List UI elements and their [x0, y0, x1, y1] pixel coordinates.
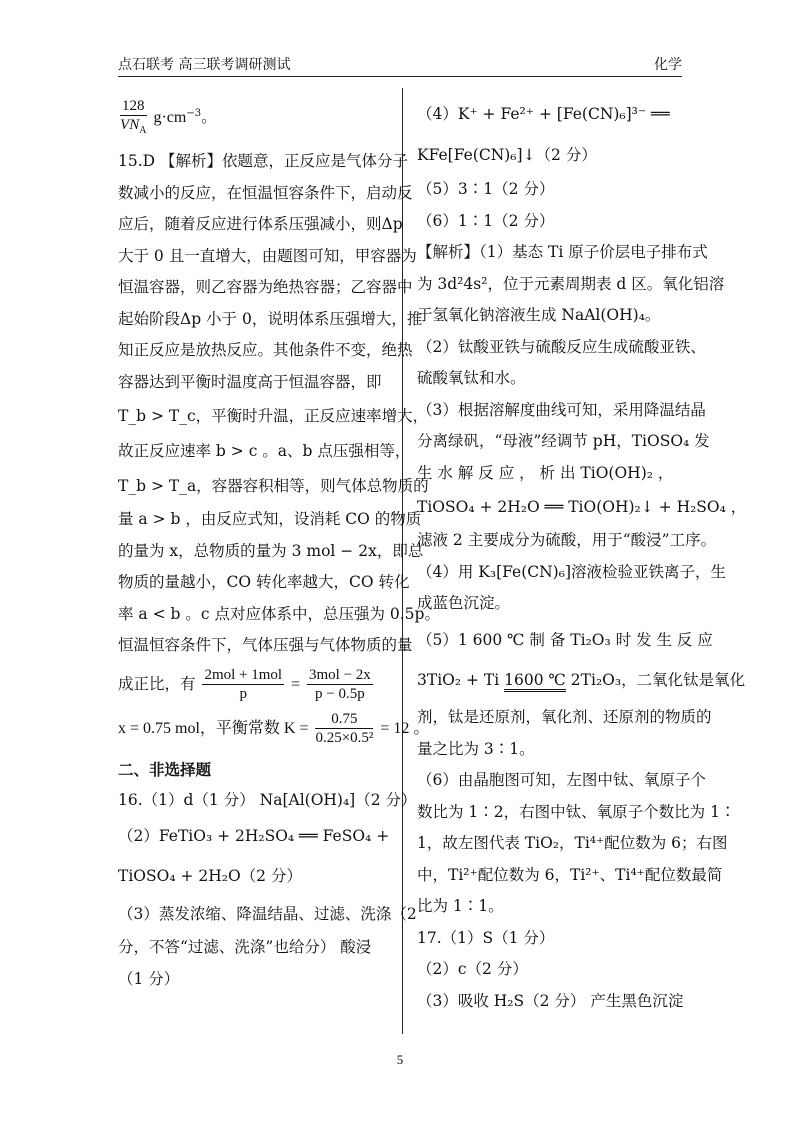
q15-line: 的量为 x，总物质的量为 3 mol − 2x，即总	[118, 541, 424, 560]
q15-line: 起始阶段Δp 小于 0，说明体系压强增大，推	[118, 309, 423, 328]
q16-line: 16.（1）d（1 分） Na[Al(OH)₄]（2 分）	[118, 790, 417, 809]
answer-line: KFe[Fe(CN)₆]↓（2 分）	[417, 146, 597, 164]
explanation-line: 硫酸氧钛和水。	[417, 369, 526, 387]
page-number: 5	[396, 1052, 404, 1067]
pressure-ratio-equation: 成正比，有 $\frac{\text{2mol + 1mol}}{p}$ = $\frac{\text{3mol − 2x}}{p - 0.5p}$	[118, 667, 371, 702]
density-fraction: $\frac{128}{VN_A}$	[120, 97, 147, 136]
q15-line: 容器达到平衡时温度高于恒温容器，即	[118, 372, 382, 391]
q15-line: T_b > T_c，平衡时升温，正反应速率增大，	[118, 407, 429, 425]
explanation-line: 成蓝色沉淀。	[417, 594, 511, 612]
q15-line: T_b > T_a，容器容积相等，则气体总物质的	[118, 477, 429, 495]
explanation-line: 【解析】（1）基态 Ti 原子价层电子排布式	[417, 243, 708, 261]
explanation-line: （3）吸收 H₂S（2 分） 产生黑色沉淀	[417, 991, 684, 1010]
explanation-line: （2）钛酸亚铁与硫酸反应生成硫酸亚铁、	[417, 337, 706, 356]
q15-line: 量 a > b ，由反应式知，设消耗 CO 的物质	[118, 510, 422, 528]
q15-line: 率 a < b 。c 点对应体系中，总压强为 0.5p。	[118, 604, 440, 623]
left-column	[118, 92, 440, 995]
answer-line: （6）1∶1（2 分）	[417, 211, 555, 230]
answer-line: （4）K⁺ + Fe²⁺ + [Fe(CN)₆]³⁻ ══	[417, 105, 670, 123]
equilibrium-constant: x = 0.75 mol，平衡常数 K = $\frac{0.75}{\text{0.25×0.5²}}$ = 12 。	[118, 711, 430, 746]
section-title: 二、非选择题	[118, 759, 212, 779]
q15-line: 恒温容器，则乙容器为绝热容器；乙容器中	[118, 278, 413, 296]
explanation-line: （5）1 600 ℃ 制 备 Ti₂O₃ 时 发 生 反 应	[417, 630, 713, 649]
explanation-line: （4）用 K₃[Fe(CN)₆]溶液检验亚铁离子，生	[417, 562, 726, 581]
explanation-line: 量之比为 3∶1。	[417, 739, 535, 758]
explanation-line: （6）由晶胞图可知，左图中钛、氧原子个	[417, 771, 706, 789]
q16-line: 分，不答“过滤、洗涤”也给分） 酸浸	[118, 938, 372, 956]
explanation-line: 1，故左图代表 TiO₂，Ti⁴⁺配位数为 6；右图	[417, 834, 728, 852]
explanation-line: 生 水 解 反 应 ， 析 出 TiO(OH)₂ ，	[417, 463, 674, 482]
explanation-line: 比为 1∶1。	[417, 897, 504, 915]
ratio-fraction-left: $\frac{\text{2mol + 1mol}}{p}$	[204, 667, 283, 702]
q15-line: 物质的量越小，CO 转化率越大，CO 转化	[118, 573, 410, 591]
header-title: 点石联考 高三联考调研测试	[118, 57, 291, 73]
q16-line: （2）FeTiO₃ + 2H₂SO₄ ══ FeSO₄ +	[118, 827, 390, 845]
explanation-line: 分离绿矾，“母液”经调节 pH，TiOSO₄ 发	[417, 432, 710, 450]
explanation-line: 于氢氧化钠溶液生成 NaAl(OH)₄。	[417, 306, 661, 324]
explanation-line: 滤液 2 主要成分为硫酸，用于“酸浸”工序。	[417, 531, 717, 549]
density-answer: $\frac{128}{VN_A}$ $g\cdot cm^{-3}$。	[118, 92, 390, 136]
q15-line: 15.D 【解析】依题意，正反应是气体分子	[118, 152, 409, 170]
answer-line: （5）3∶1（2 分）	[417, 180, 555, 198]
explanation-line: 剂，钛是还原剂，氧化剂、还原剂的物质的	[417, 707, 712, 726]
q16-line: TiOSO₄ + 2H₂O（2 分）	[118, 867, 302, 885]
k-fraction: $\frac{0.75}{\text{0.25×0.5²}}$	[315, 711, 374, 746]
q15-line: 故正反应速率 b > c 。a、b 点压强相等，	[118, 442, 411, 460]
explanation-line: 数比为 1∶2，右图中钛、氧原子个数比为 1∶	[417, 802, 736, 821]
explanation-line: 17.（1）S（1 分）	[417, 928, 555, 947]
explanation-line: 为 3d²4s²，位于元素周期表 d 区。氧化铝溶	[417, 274, 725, 293]
explanation-line: （3）根据溶解度曲线可知，采用降温结晶	[417, 400, 706, 419]
q15-line: 大于 0 且一直增大，由题图可知，甲容器为	[118, 246, 417, 265]
ti2o3-equation: 3TiO₂ + Ti 1600 ℃ 2Ti₂O₃，二氧化钛是氧化	[417, 660, 687, 700]
explanation-line: TiOSO₄ + 2H₂O ══ TiO(OH)₂↓ + H₂SO₄ ，	[417, 498, 747, 516]
q16-line: （1 分）	[118, 969, 180, 988]
page-header	[118, 52, 682, 77]
q15-line: 恒温恒容条件下，气体压强与气体物质的量	[118, 636, 413, 654]
q15-line: 知正反应是放热反应。其他条件不变，绝热	[118, 341, 413, 359]
q16-line: （3）蒸发浓缩、降温结晶、过滤、洗涤（2	[118, 905, 417, 923]
header-subject: 化学	[654, 57, 682, 73]
explanation-line: 中，Ti²⁺配位数为 6，Ti²⁺、Ti⁴⁺配位数最简	[417, 865, 723, 884]
right-column	[417, 92, 747, 1017]
ratio-fraction-right: $\frac{\text{3mol − 2x}}{p - 0.5p}$	[309, 667, 371, 702]
explanation-line: （2）c（2 分）	[417, 960, 528, 978]
reaction-condition: 1600 ℃	[504, 671, 566, 692]
q15-line: 应后，随着反应进行体系压强减小，则Δp	[118, 215, 403, 233]
q15-line: 数减小的反应，在恒温恒容条件下，启动反	[118, 183, 413, 202]
